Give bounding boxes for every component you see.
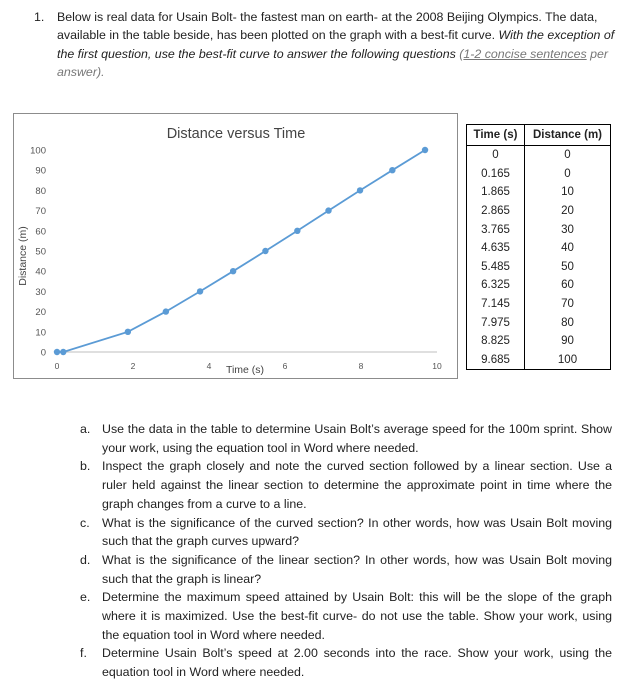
question-number: 1. xyxy=(34,10,45,24)
data-point xyxy=(262,248,268,254)
sub-question-text: Inspect the graph closely and note the curved section followed by a linear section. Use a ruler held against the linear section to determine the approximate point in time where the graph changes from a curve to a line. xyxy=(102,459,612,511)
time-cell: 2.865 xyxy=(467,202,525,221)
x-tick-label: 4 xyxy=(206,361,212,371)
distance-cell: 100 xyxy=(525,351,611,370)
sub-question-text: What is the significance of the curved section? In other words, how was Usain Bolt moving such that the graph curves upward? xyxy=(102,515,612,549)
x-tick-label: 0 xyxy=(54,361,60,371)
sub-question xyxy=(80,551,612,588)
sub-question-text: Determine Usain Bolt’s speed at 2.00 seconds into the race. Show your work, using the equation tool in Word where needed. xyxy=(102,646,612,680)
header-time: Time (s) xyxy=(467,125,525,146)
sub-question-text: What is the significance of the linear section? In other words, how was Usain Bolt moving such that the graph is linear? xyxy=(102,552,612,586)
chart-title: Distance versus Time xyxy=(166,126,306,142)
question-text xyxy=(57,8,619,82)
table-row xyxy=(467,295,611,314)
sub-question xyxy=(80,514,612,551)
data-point xyxy=(54,349,60,355)
time-cell: 4.635 xyxy=(467,239,525,258)
time-cell: 0 xyxy=(467,146,525,165)
x-tick-label: 6 xyxy=(282,361,288,371)
table-row xyxy=(467,258,611,277)
distance-cell: 90 xyxy=(525,332,611,351)
time-cell: 3.765 xyxy=(467,220,525,239)
distance-cell: 50 xyxy=(525,258,611,277)
chart-svg xyxy=(14,114,457,378)
question-italic: With the exception of the first question xyxy=(57,28,615,61)
y-tick-label: 60 xyxy=(35,226,46,238)
table-header-row xyxy=(467,125,611,146)
sub-question xyxy=(80,457,612,513)
y-tick-label: 20 xyxy=(35,307,46,319)
y-tick-label: 40 xyxy=(35,266,46,278)
question-gray-open: ( xyxy=(459,46,464,61)
x-tick-label: 2 xyxy=(130,361,136,371)
sub-question-text: Determine the maximum speed attained by Usain Bolt: this will be the slope of the graph where it is maximized. Use the best-fit curve- do not use the table. Show your work, using the equation tool in Word where needed. xyxy=(102,590,612,642)
y-tick-label: 70 xyxy=(35,206,46,218)
chart-ylabel: Distance (m) xyxy=(17,226,29,286)
question-gray-underlined: 1-2 concise sentences xyxy=(463,46,587,61)
data-point xyxy=(294,228,300,234)
sub-question xyxy=(80,588,612,644)
data-point xyxy=(230,268,236,274)
time-cell: 0.165 xyxy=(467,165,525,184)
y-tick-label: 30 xyxy=(35,286,46,298)
data-point xyxy=(422,147,428,153)
distance-cell: 80 xyxy=(525,313,611,332)
data-point xyxy=(357,187,363,193)
distance-cell: 70 xyxy=(525,295,611,314)
sub-question-label: d. xyxy=(80,552,91,567)
y-tick-label: 90 xyxy=(35,165,46,177)
header-distance: Distance (m) xyxy=(525,125,611,146)
data-point xyxy=(325,207,331,213)
x-tick-label: 8 xyxy=(358,361,364,371)
question-intro: Below is real data for Usain Bolt- the fastest man on earth- at the 2008 Beijing Olympics. The data, available in the table beside, has been plotted on the graph with a best-fit curve. xyxy=(57,10,598,43)
sub-question-label: e. xyxy=(80,590,91,605)
distance-cell: 20 xyxy=(525,202,611,221)
y-tick-label: 0 xyxy=(40,347,46,359)
data-point xyxy=(60,349,66,355)
question-gray-close: per answer). xyxy=(57,46,609,80)
data-point xyxy=(389,167,395,173)
y-tick-label: 80 xyxy=(35,185,46,197)
question-italic-rest: , use the best-fit curve to answer the following questions xyxy=(147,46,460,61)
table-row xyxy=(467,146,611,165)
time-cell: 7.145 xyxy=(467,295,525,314)
data-point xyxy=(125,329,131,335)
y-tick-label: 50 xyxy=(35,246,46,258)
sub-question-label: b. xyxy=(80,459,91,474)
question-1 xyxy=(34,8,619,82)
y-tick-label: 100 xyxy=(30,145,46,157)
table-row xyxy=(467,313,611,332)
distance-cell: 0 xyxy=(525,146,611,165)
distance-time-chart xyxy=(13,113,458,379)
distance-cell: 0 xyxy=(525,165,611,184)
y-tick-label: 10 xyxy=(35,327,46,339)
sub-question xyxy=(80,420,612,457)
distance-cell: 40 xyxy=(525,239,611,258)
sub-question-label: a. xyxy=(80,422,91,436)
sub-question-label: c. xyxy=(80,515,90,530)
data-table xyxy=(466,124,611,370)
time-cell: 1.865 xyxy=(467,183,525,202)
distance-cell: 60 xyxy=(525,276,611,295)
table-row xyxy=(467,276,611,295)
table-row xyxy=(467,351,611,370)
data-point xyxy=(197,288,203,294)
table-row xyxy=(467,332,611,351)
time-cell: 8.825 xyxy=(467,332,525,351)
sub-questions xyxy=(80,420,612,682)
x-tick-label: 10 xyxy=(432,361,442,371)
distance-cell: 10 xyxy=(525,183,611,202)
table-row xyxy=(467,165,611,184)
table-row xyxy=(467,202,611,221)
table-row xyxy=(467,239,611,258)
table-row xyxy=(467,220,611,239)
chart-xlabel: Time (s) xyxy=(225,364,265,376)
best-fit-curve xyxy=(57,150,425,352)
time-cell: 9.685 xyxy=(467,351,525,370)
distance-cell: 30 xyxy=(525,220,611,239)
sub-question xyxy=(80,644,612,681)
table-row xyxy=(467,183,611,202)
data-point xyxy=(163,308,169,314)
sub-question-label: f. xyxy=(80,646,87,661)
time-cell: 5.485 xyxy=(467,258,525,277)
sub-question-text: Use the data in the table to determine Usain Bolt’s average speed for the 100m sprint. Show your work, using the equation tool in Word where needed. xyxy=(102,422,612,455)
time-cell: 7.975 xyxy=(467,313,525,332)
time-cell: 6.325 xyxy=(467,276,525,295)
